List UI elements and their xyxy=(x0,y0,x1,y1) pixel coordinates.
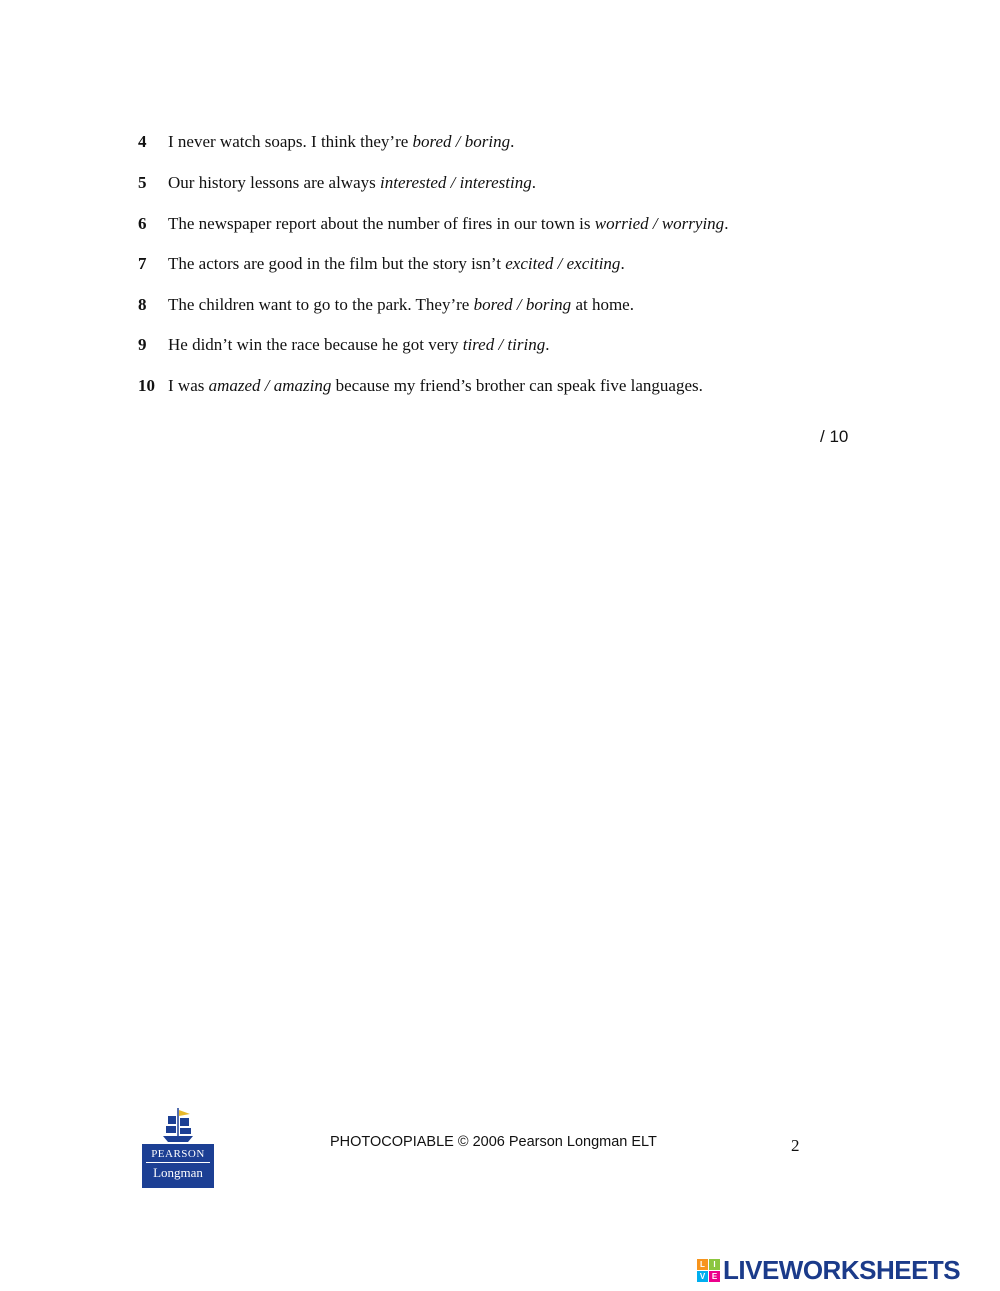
question-number: 7 xyxy=(138,254,147,273)
answer-options[interactable]: amazed / amazing xyxy=(208,376,332,395)
question-text: Our history lessons are always interested / interesting. xyxy=(168,173,536,192)
question-10 xyxy=(138,376,703,396)
question-number: 9 xyxy=(138,335,147,354)
liveworksheets-text: LIVEWORKSHEETS xyxy=(723,1254,961,1285)
logo-box xyxy=(142,1144,214,1188)
question-9 xyxy=(138,335,549,355)
question-number: 6 xyxy=(138,214,147,233)
icon-cell-e: E xyxy=(709,1271,720,1282)
logo-bottom-text: Longman xyxy=(153,1165,203,1180)
copyright-notice: PHOTOCOPIABLE © 2006 Pearson Longman ELT xyxy=(330,1134,657,1150)
liveworksheets-icon xyxy=(697,1259,720,1282)
icon-cell-l: L xyxy=(697,1259,708,1270)
logo-divider xyxy=(146,1162,210,1163)
question-4 xyxy=(138,132,514,152)
page-number: 2 xyxy=(791,1136,800,1155)
answer-options[interactable]: interested / interesting xyxy=(380,173,532,192)
answer-options[interactable]: excited / exciting xyxy=(505,254,621,273)
question-text: I never watch soaps. I think they’re bored / boring. xyxy=(168,132,515,151)
question-text: The newspaper report about the number of fires in our town is worried / worrying. xyxy=(168,214,729,233)
question-number: 4 xyxy=(138,132,147,151)
answer-options[interactable]: bored / boring xyxy=(473,295,572,314)
question-number: 10 xyxy=(138,376,155,395)
question-6 xyxy=(138,214,728,234)
ship-icon xyxy=(160,1106,196,1144)
liveworksheets-watermark xyxy=(697,1255,960,1285)
answer-options[interactable]: worried / worrying xyxy=(594,214,725,233)
answer-options[interactable]: bored / boring xyxy=(412,132,511,151)
logo-top-text: PEARSON xyxy=(151,1148,205,1160)
question-text: The children want to go to the park. They’re bored / boring at home. xyxy=(168,295,634,314)
question-7 xyxy=(138,254,625,274)
question-number: 5 xyxy=(138,173,147,192)
question-text: I was amazed / amazing because my friend’s brother can speak five languages. xyxy=(168,376,703,395)
pearson-longman-logo xyxy=(142,1106,214,1190)
question-text: The actors are good in the film but the story isn’t excited / exciting. xyxy=(168,254,625,273)
icon-cell-i: I xyxy=(709,1259,720,1270)
icon-cell-v: V xyxy=(697,1271,708,1282)
question-8 xyxy=(138,295,634,315)
question-text: He didn’t win the race because he got very tired / tiring. xyxy=(168,335,550,354)
question-number: 8 xyxy=(138,295,147,314)
score-total: / 10 xyxy=(820,427,849,446)
answer-options[interactable]: tired / tiring xyxy=(462,335,546,354)
question-5 xyxy=(138,173,536,193)
